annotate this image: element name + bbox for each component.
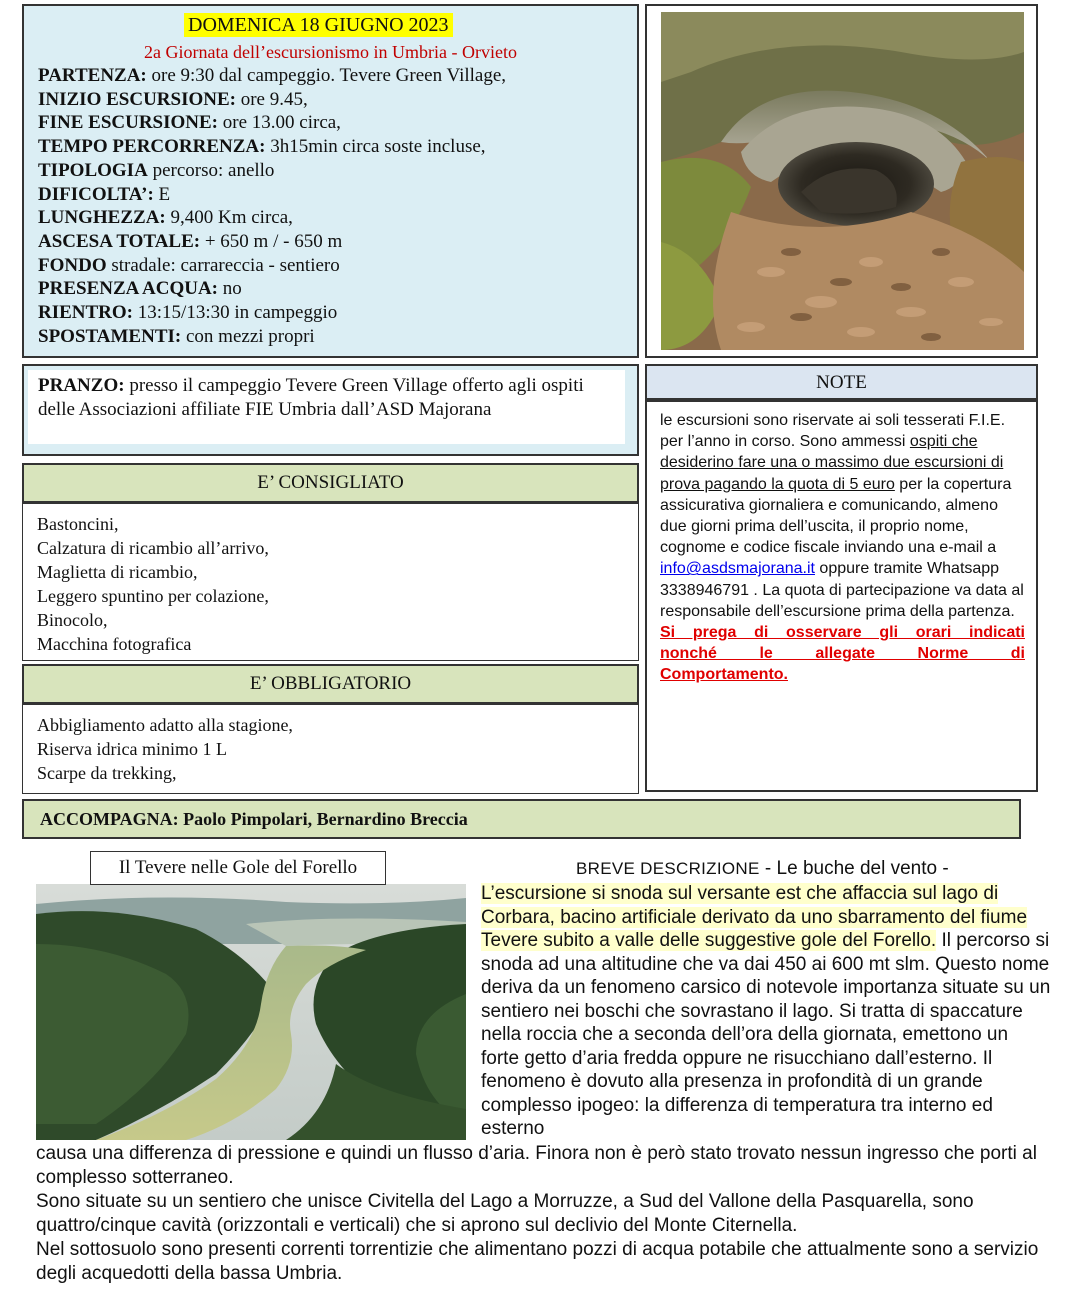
note-box bbox=[645, 400, 1038, 792]
detail-row: INIZIO ESCURSIONE: ore 9.45, bbox=[38, 88, 308, 110]
note-text: le escursioni sono riservate ai soli tesserati F.I.E. per l’anno in corso. Sono ammessi ospiti che desiderino fare una o massimo due escursioni di prova pagando la quota di 5 euro per la copertura assicurativa giornaliera e comunicando, almeno due giorni prima dell’uscita, il proprio nome, cognome e codice fiscale inviando una e-mail a info@asdsmajorana.it oppure tramite Whatsapp 3338946791 . La quota di partecipazione va data al responsabile dell’escursione prima della partenza. Si prega di osservare gli orari indicati nonché le allegate Norme di Comportamento. bbox=[660, 410, 1025, 686]
obbligatorio-header: E’ OBBLIGATORIO bbox=[22, 664, 639, 704]
accompagna-bar: ACCOMPAGNA: Paolo Pimpolari, Bernardino Breccia bbox=[22, 799, 1021, 839]
list-item: Scarpe da trekking, bbox=[37, 763, 177, 783]
description-paragraph: causa una differenza di pressione e quindi un flusso d’aria. Finora non è però stato trovato nessun ingresso che porti al complesso sotterraneo. bbox=[36, 1143, 1037, 1188]
consigliato-header: E’ CONSIGLIATO bbox=[22, 463, 639, 503]
detail-row: TIPOLOGIA percorso: anello bbox=[38, 159, 275, 181]
detail-row: RIENTRO: 13:15/13:30 in campeggio bbox=[38, 302, 338, 324]
note-warning: nonché le allegate Norme di bbox=[660, 645, 1025, 663]
detail-row: ASCESA TOTALE: + 650 m / - 650 m bbox=[38, 230, 343, 252]
description-text-bottom bbox=[36, 1142, 1056, 1286]
event-info-box bbox=[22, 4, 639, 358]
email-link[interactable]: info@asdsmajorana.it bbox=[660, 560, 815, 578]
detail-row: PARTENZA: ore 9:30 dal campeggio. Tevere Green Village, bbox=[38, 65, 507, 86]
list-item: Maglietta di ricambio, bbox=[37, 562, 198, 582]
list-item: Bastoncini, bbox=[37, 514, 119, 534]
cave-photo-frame bbox=[645, 4, 1038, 358]
description-subheading: - Le buche del vento - bbox=[759, 858, 949, 879]
list-item: Calzatura di ricambio all’arrivo, bbox=[37, 538, 269, 558]
description-heading: BREVE DESCRIZIONE - Le buche del vento - bbox=[576, 858, 949, 879]
obbligatorio-list bbox=[22, 704, 639, 794]
list-item: Leggero spuntino per colazione, bbox=[37, 586, 269, 606]
list-item: Abbigliamento adatto alla stagione, bbox=[37, 715, 293, 735]
photo-caption: Il Tevere nelle Gole del Forello bbox=[90, 851, 386, 885]
detail-row: LUNGHEZZA: 9,400 Km circa, bbox=[38, 207, 293, 229]
detail-row: TEMPO PERCORRENZA: 3h15min circa soste incluse, bbox=[38, 136, 486, 158]
note-warning: Si prega di osservare gli orari indicati bbox=[660, 624, 1025, 642]
list-item: Riserva idrica minimo 1 L bbox=[37, 739, 227, 759]
note-header: NOTE bbox=[645, 364, 1038, 400]
list-item: Binocolo, bbox=[37, 610, 108, 630]
description-paragraph: Sono situate su un sentiero che unisce Civitella del Lago a Morruzze, a Sud del Vallone della Pasquarella, sono quattro/cinque cavità (orizzontali e verticali) che si aprono sul declivio del Monte Citernella. bbox=[36, 1191, 974, 1236]
detail-row: DIFICOLTA’: E bbox=[38, 183, 171, 205]
description-text-right: L’escursione si snoda sul versante est che affaccia sul lago di Corbara, bacino artificiale derivato da uno sbarramento del fiume Tevere subito a valle delle suggestive gole del Forello. Il percorso si snoda ad una altitudine che va dai 450 ai 600 mt slm. Questo nome deriva da un fenomeno carsico di notevole importanza situate su un sentiero nei boschi che sovrastano il lago. Si tratta di spaccature nella roccia che a seconda dell’ora della giornata, emettono un forte getto d’aria fredda oppure ne risucchiano dall’esterno. Il fenomeno è dovuto alla presenza in profondità di un grande complesso ipogeo: la differenza di temperatura tra interno ed esterno bbox=[481, 883, 1051, 1139]
event-subtitle: 2a Giornata dell’escursionismo in Umbria - Orvieto bbox=[144, 42, 517, 62]
event-date: DOMENICA 18 GIUGNO 2023 bbox=[184, 13, 453, 37]
consigliato-list bbox=[22, 503, 639, 661]
note-warning: Comportamento. bbox=[660, 666, 788, 684]
river-photo bbox=[36, 884, 466, 1140]
cave-photo bbox=[661, 12, 1024, 350]
detail-row: SPOSTAMENTI: con mezzi propri bbox=[38, 325, 315, 347]
event-details bbox=[38, 64, 506, 348]
pranzo-box bbox=[22, 364, 639, 456]
description-paragraph: Nel sottosuolo sono presenti correnti torrentizie che alimentano pozzi di acqua potabile che attualmente sono a servizio degli acquedotti della bassa Umbria. bbox=[36, 1239, 1039, 1284]
detail-row: PRESENZA ACQUA: no bbox=[38, 278, 242, 300]
detail-row: FONDO stradale: carrareccia - sentiero bbox=[38, 254, 340, 276]
detail-row: FINE ESCURSIONE: ore 13.00 circa, bbox=[38, 112, 341, 134]
list-item: Macchina fotografica bbox=[37, 634, 192, 654]
pranzo-text: PRANZO: presso il campeggio Tevere Green Village offerto agli ospiti delle Associazioni affiliate FIE Umbria dall’ASD Majorana bbox=[28, 370, 625, 444]
note-underlined-text: ospiti che desiderino fare una o massimo due escursioni di prova pagando la quota di 5 euro bbox=[660, 433, 1004, 493]
